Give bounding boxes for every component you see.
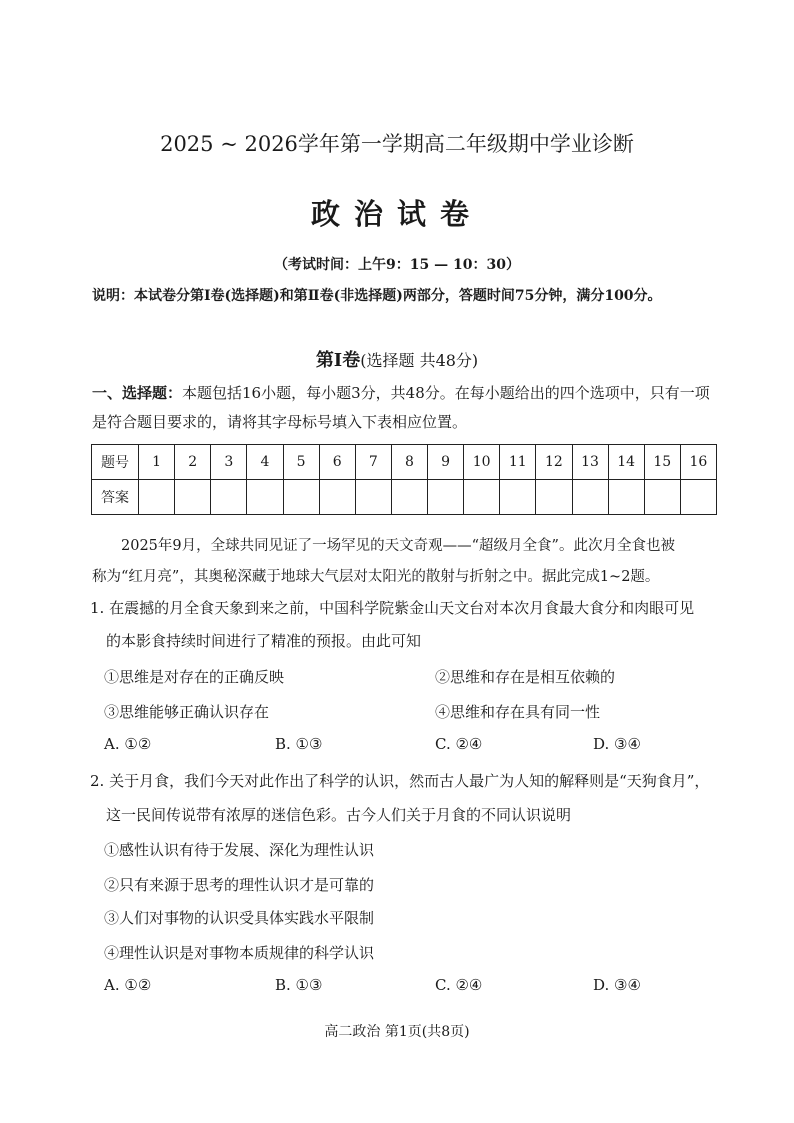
answer-cell[interactable] — [572, 480, 608, 515]
q1-statement-2: ②思维和存在是相互依赖的 — [435, 668, 616, 686]
answer-cell[interactable] — [680, 480, 716, 515]
question-number-cell: 2 — [175, 445, 211, 480]
q1-option-a[interactable]: A. ①② — [104, 735, 152, 753]
q2-statement-1: ①感性认识有待于发展、深化为理性认识 — [104, 841, 375, 859]
question-number-cell: 10 — [464, 445, 500, 480]
section-desc-2: 是符合题目要求的，请将其字母标号填入下表相应位置。 — [92, 413, 468, 431]
answer-cell[interactable] — [175, 480, 211, 515]
part1-heading — [0, 346, 794, 372]
material-line-2: 称为“红月亮”，其奥秘深藏于地球大气层对太阳光的散射与折射之中。据此完成1~2题。 — [92, 569, 660, 585]
question-number-cell: 14 — [608, 445, 644, 480]
q2-option-d[interactable]: D. ③④ — [593, 976, 641, 994]
answer-table — [91, 444, 717, 515]
part1-title: 第Ⅰ卷 — [315, 350, 361, 371]
answer-table-answer-row — [92, 480, 717, 515]
answer-cell[interactable] — [391, 480, 427, 515]
section-title: 一、选择题： — [92, 384, 183, 402]
question-number-cell: 11 — [500, 445, 536, 480]
q1-statement-3: ③思维能够正确认识存在 — [104, 703, 270, 721]
exam-time: （考试时间：上午9：15 — 10：30） — [274, 257, 520, 273]
section-desc-1: 本题包括16小题，每小题3分，共48分。在每小题给出的四个选项中，只有一项 — [182, 384, 710, 402]
q2-option-a[interactable]: A. ①② — [104, 976, 152, 994]
q2-stem-line-1: 2. 关于月食，我们今天对此作出了科学的认识，然而古人最广为人知的解释则是“天狗食月”， — [90, 772, 710, 790]
question-number-cell: 1 — [139, 445, 175, 480]
question-number-cell: 13 — [572, 445, 608, 480]
exam-title: 2025 ~ 2026学年第一学期高二年级期中学业诊断 — [160, 132, 634, 156]
question-number-cell: 5 — [283, 445, 319, 480]
q1-statement-1: ①思维是对存在的正确反映 — [104, 668, 285, 686]
question-number-label: 题号 — [92, 445, 139, 480]
question-number-cell: 6 — [319, 445, 355, 480]
answer-cell[interactable] — [319, 480, 355, 515]
part1-note: (选择题 共48分) — [360, 351, 479, 370]
question-number-cell: 12 — [536, 445, 572, 480]
answer-cell[interactable] — [464, 480, 500, 515]
question-number-cell: 16 — [680, 445, 716, 480]
q2-statement-4: ④理性认识是对事物本质规律的科学认识 — [104, 944, 375, 962]
answer-cell[interactable] — [428, 480, 464, 515]
answer-cell[interactable] — [247, 480, 283, 515]
q2-option-b[interactable]: B. ①③ — [275, 976, 323, 994]
question-number-cell: 15 — [644, 445, 680, 480]
question-number-cell: 7 — [355, 445, 391, 480]
q2-statement-2: ②只有来源于思考的理性认识才是可靠的 — [104, 876, 375, 894]
q1-statement-4: ④思维和存在具有同一性 — [435, 703, 601, 721]
answer-cell[interactable] — [536, 480, 572, 515]
q2-option-c[interactable]: C. ②④ — [435, 976, 483, 994]
subject-title: 政治试卷 — [310, 197, 483, 231]
question-number-cell: 8 — [391, 445, 427, 480]
answer-cell[interactable] — [608, 480, 644, 515]
q2-stem-line-2: 这一民间传说带有浓厚的迷信色彩。古今人们关于月食的不同认识说明 — [106, 806, 572, 824]
material-line-1: 2025年9月，全球共同见证了一场罕见的天文奇观——“超级月全食”。此次月全食也被 — [121, 538, 675, 554]
q1-stem-line-2: 的本影食持续时间进行了精准的预报。由此可知 — [106, 632, 422, 650]
answer-label: 答案 — [92, 480, 139, 515]
q1-stem-line-1: 1. 在震撼的月全食天象到来之前，中国科学院紫金山天文台对本次月食最大食分和肉眼可见 — [90, 599, 695, 617]
section-intro-line-1 — [92, 382, 710, 403]
page-footer: 高二政治 第1页(共8页) — [324, 1024, 470, 1040]
question-number-cell: 4 — [247, 445, 283, 480]
answer-cell[interactable] — [139, 480, 175, 515]
answer-cell[interactable] — [283, 480, 319, 515]
exam-instructions: 说明：本试卷分第Ⅰ卷(选择题)和第Ⅱ卷(非选择题)两部分，答题时间75分钟，满分100分。 — [92, 288, 662, 304]
q1-option-d[interactable]: D. ③④ — [593, 735, 641, 753]
answer-cell[interactable] — [355, 480, 391, 515]
q1-option-c[interactable]: C. ②④ — [435, 735, 483, 753]
answer-cell[interactable] — [211, 480, 247, 515]
answer-cell[interactable] — [500, 480, 536, 515]
question-number-cell: 9 — [428, 445, 464, 480]
question-number-cell: 3 — [211, 445, 247, 480]
q1-option-b[interactable]: B. ①③ — [275, 735, 323, 753]
q2-statement-3: ③人们对事物的认识受具体实践水平限制 — [104, 909, 375, 927]
answer-table-number-row — [92, 445, 717, 480]
answer-cell[interactable] — [644, 480, 680, 515]
